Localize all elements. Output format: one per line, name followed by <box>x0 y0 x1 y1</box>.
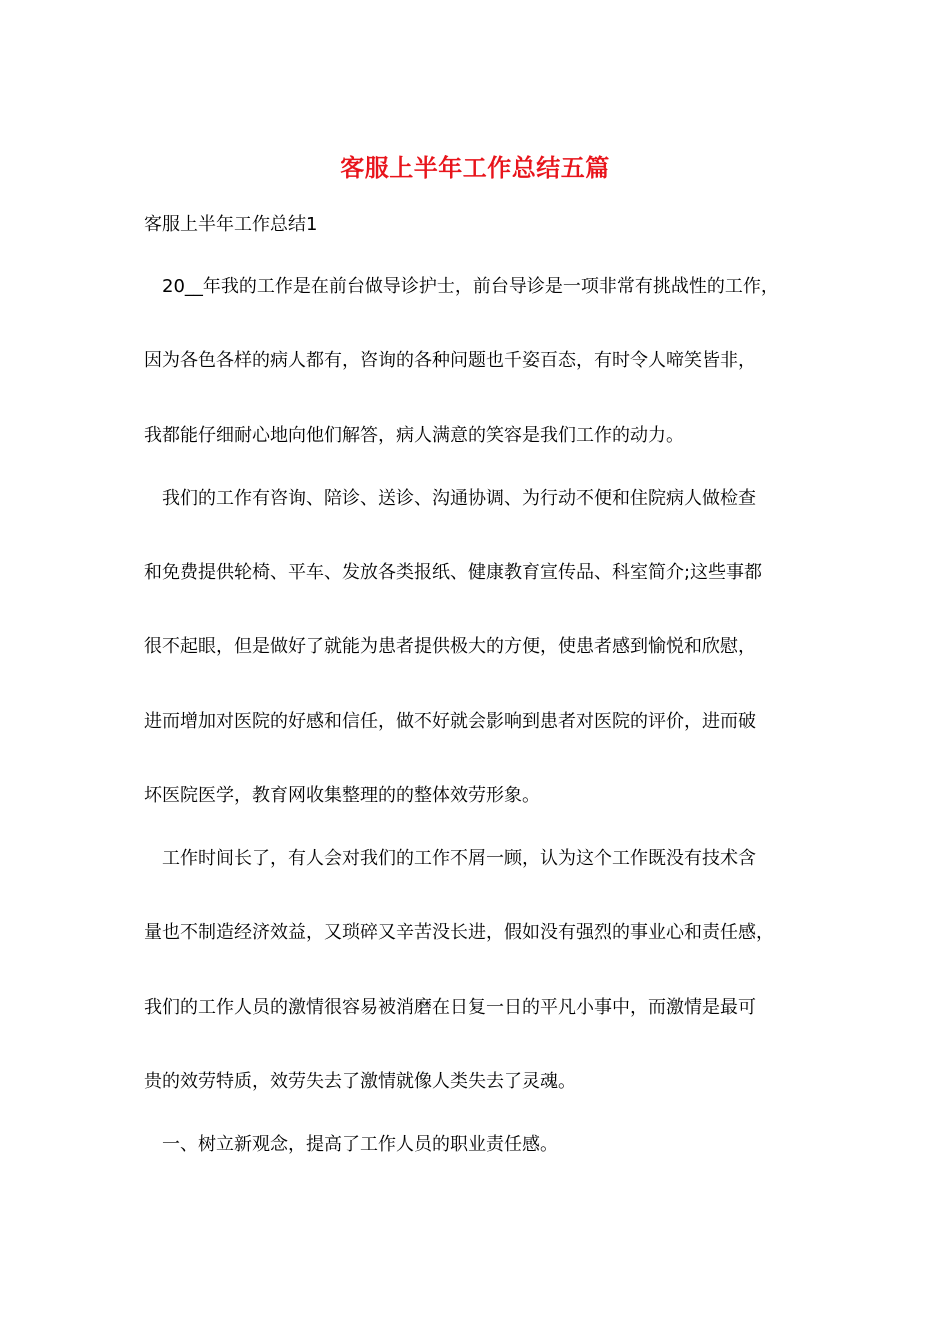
paragraph-3-line-2: 量也不制造经济效益，又琐碎又辛苦没长进，假如没有强烈的事业心和责任感， <box>144 922 774 943</box>
paragraph-3-line-1: 工作时间长了，有人会对我们的工作不屑一顾，认为这个工作既没有技术含 <box>162 848 756 869</box>
paragraph-2-line-4: 进而增加对医院的好感和信任，做不好就会影响到患者对医院的评价，进而破 <box>144 711 756 732</box>
paragraph-3-line-3: 我们的工作人员的激情很容易被消磨在日复一日的平凡小事中，而激情是最可 <box>144 997 756 1018</box>
document-title: 客服上半年工作总结五篇 <box>340 153 610 182</box>
paragraph-1-line-3: 我都能仔细耐心地向他们解答，病人满意的笑容是我们工作的动力。 <box>144 425 684 446</box>
paragraph-4-line-1: 一、树立新观念，提高了工作人员的职业责任感。 <box>162 1134 558 1155</box>
paragraph-1-line-2: 因为各色各样的病人都有，咨询的各种问题也千姿百态，有时令人啼笑皆非， <box>144 350 756 371</box>
paragraph-2-line-1: 我们的工作有咨询、陪诊、送诊、沟通协调、为行动不便和住院病人做检查 <box>162 488 756 509</box>
paragraph-2-line-2: 和免费提供轮椅、平车、发放各类报纸、健康教育宣传品、科室简介;这些事都 <box>144 562 763 583</box>
paragraph-3-line-4: 贵的效劳特质，效劳失去了激情就像人类失去了灵魂。 <box>144 1071 576 1092</box>
section-heading: 客服上半年工作总结1 <box>144 214 318 235</box>
paragraph-2-line-5: 坏医院医学，教育网收集整理的的整体效劳形象。 <box>144 785 540 806</box>
paragraph-1-line-1: 20__年我的工作是在前台做导诊护士，前台导诊是一项非常有挑战性的工作， <box>162 276 779 297</box>
paragraph-2-line-3: 很不起眼，但是做好了就能为患者提供极大的方便，使患者感到愉悦和欣慰， <box>144 636 756 657</box>
